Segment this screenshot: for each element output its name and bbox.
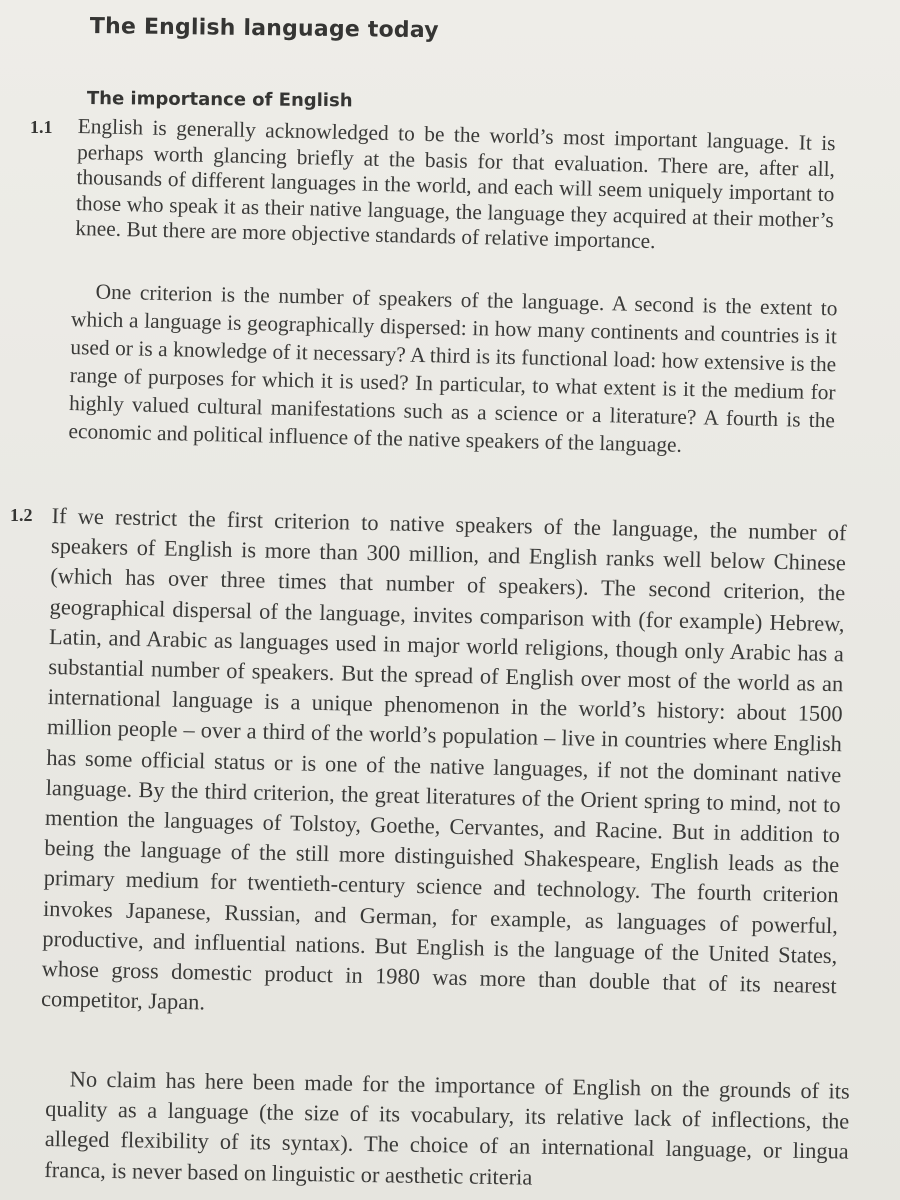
section-1-2-paragraph-1: If we restrict the first criterion to native speakers of the language, the number of speakers of English is more than 300 million, and English ranks well below Chinese (which has over three times that number of speakers). The second criterion, the geographical dispersal of the language, invites comparison with (for example) Hebrew, Latin, and Arabic as languages used in major world religions, though only Arabic has a substantial number of speakers. But the spread of English over most of the world as an international language is a unique phenomenon in the world’s history: about 1500 million people – over a third of the world’s population – live in countries where English has some official status or is one of the native languages, if not the dominant native language. By the third criterion, the great literatures of the Orient spring to mind, not to mention the languages of Tolstoy, Goethe, Cervantes, and Racine. But in addition to being the language of the still more distinguished Shakespeare, English leads as the primary medium for twentieth-century science and technology. The fourth criterion invokes Japanese, Russian, and German, for example, as languages of powerful, productive, and influential nations. But English is the language of the United States, whose gross domestic product in 1980 was more than double that of its nearest competitor, Japan. [40, 502, 847, 1015]
section-1-1-paragraph-1: English is generally acknowledged to be the world’s most important language. It is perhaps worth glancing briefly at the basis for that evaluation. There are, after all, thousands of different languages in the world, and each will seem uniquely important to those who speak it as their native language, the language they acquired at their mother’s knee. But there are more objective standards of relative importance. [75, 114, 836, 254]
chapter-title: The English language today [89, 14, 439, 44]
section-number-1-1: 1.1 [30, 117, 53, 137]
section-1-2-paragraph-2: No claim has here been made for the importance of English on the grounds of its quality as a language (the size of its vocabulary, its relative lack of inflections, the alleged flexibility of its syntax). The choice of an international language, or lingua franca, is never based on linguistic or aesthetic criteria [44, 1066, 850, 1190]
section-number-1-2: 1.2 [10, 505, 33, 525]
section-1-1-paragraph-2: One criterion is the number of speakers of the language. A second is the extent to which a language is geographically dispersed: in how many continents and countries is it used or is a knowledge of it necessary? A third is its functional load: how extensive is the range of purposes for which it is used? In particular, to what extent is it the medium for highly valued cultural manifestations such as a science or a literature? A fourth is the economic and political influence of the native speakers of the language. [68, 279, 838, 457]
section-heading: The importance of English [86, 88, 353, 112]
